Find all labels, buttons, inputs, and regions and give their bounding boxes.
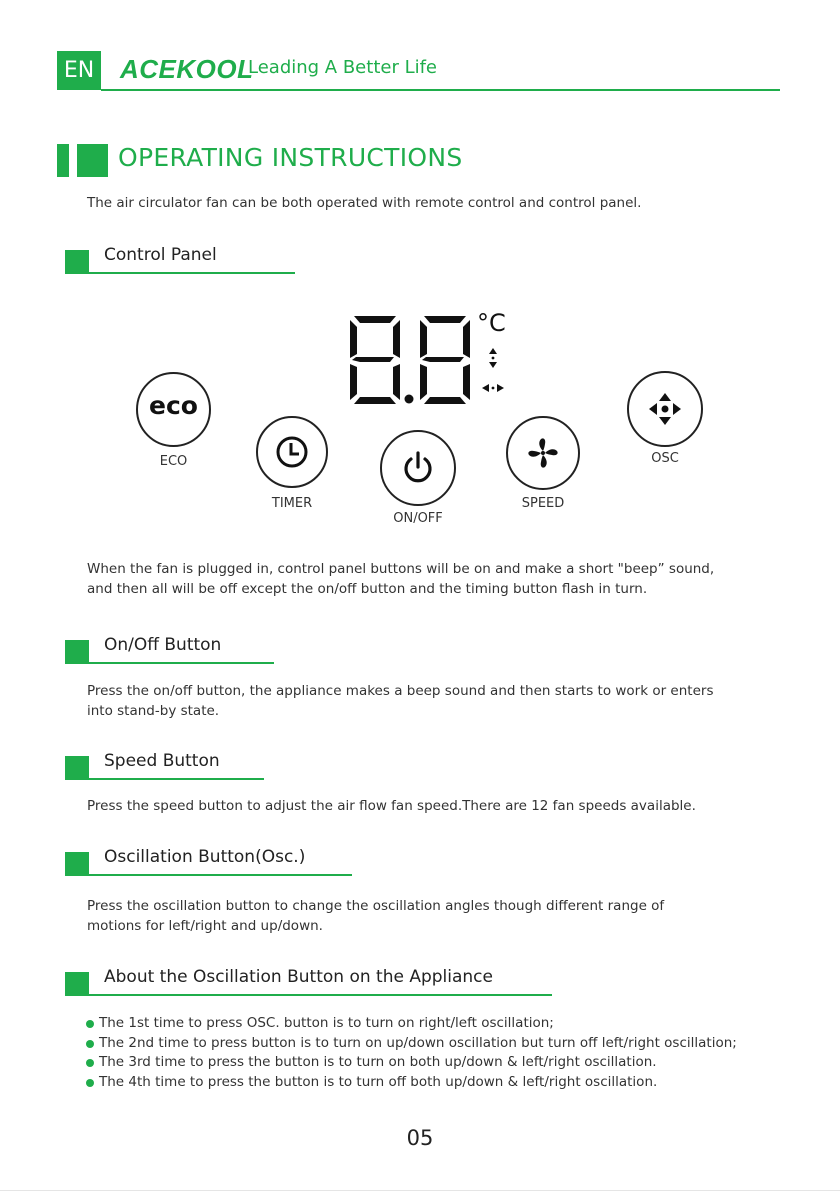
description-line: Press the on/off button, the appliance makes a beep sound and then starts to work or enters — [87, 683, 714, 699]
section-heading-control-panel: Control Panel — [104, 245, 217, 265]
up-down-arrows-icon — [484, 346, 502, 370]
section-underline — [89, 874, 352, 876]
brand-logo: ACEKOOL — [120, 54, 254, 84]
section-heading-about-oscillation: About the Oscillation Button on the Appliance — [104, 967, 493, 987]
section-underline — [89, 778, 264, 780]
page-title: OPERATING INSTRUCTIONS — [118, 143, 463, 172]
list-item: The 1st time to press OSC. button is to turn on right/left oscillation; — [86, 1014, 737, 1034]
speed-label: SPEED — [521, 496, 565, 511]
fan-icon — [524, 434, 562, 472]
section-marker — [65, 972, 89, 996]
speed-description: Press the speed button to adjust the air flow fan speed.There are 12 fan speeds available. — [87, 798, 696, 814]
description-line: and then all will be off except the on/off button and the timing button flash in turn. — [87, 581, 648, 597]
section-marker — [65, 756, 89, 780]
page-number: 05 — [406, 1126, 434, 1150]
list-item: The 3rd time to press the button is to turn on both up/down & left/right oscillation. — [86, 1053, 737, 1073]
list-item: The 4th time to press the button is to turn off both up/down & left/right oscillation. — [86, 1073, 737, 1093]
section-underline — [89, 272, 295, 274]
clock-icon — [274, 434, 310, 470]
power-button[interactable] — [380, 430, 456, 506]
osc-label: OSC — [651, 451, 679, 466]
osc-button[interactable] — [627, 371, 703, 447]
eco-label: ECO — [159, 454, 188, 469]
eco-button[interactable] — [136, 372, 211, 447]
section-heading-oscillation: Oscillation Button(Osc.) — [104, 847, 306, 867]
oscillation-steps-list — [86, 1014, 737, 1092]
brand-tagline: Leading A Better Life — [248, 57, 438, 78]
timer-button[interactable] — [256, 416, 328, 488]
left-right-arrows-icon — [480, 380, 506, 396]
section-marker — [65, 852, 89, 876]
section-marker — [65, 250, 89, 274]
intro-text: The air circulator fan can be both operated with remote control and control panel. — [87, 195, 642, 211]
title-accent-block — [77, 144, 108, 177]
onoff-description — [87, 681, 713, 721]
section-heading-onoff: On/Off Button — [104, 635, 222, 655]
description-line: motions for left/right and up/down. — [87, 918, 323, 934]
eco-icon: eco — [149, 391, 198, 420]
section-underline — [89, 662, 274, 664]
oscillation-description — [87, 896, 664, 936]
header-divider — [101, 89, 780, 91]
description-line: into stand-by state. — [87, 703, 220, 719]
four-way-arrows-icon — [646, 390, 684, 428]
timer-label: TIMER — [271, 496, 313, 511]
power-icon — [400, 450, 436, 486]
section-marker — [65, 640, 89, 664]
description-line: When the fan is plugged in, control panel buttons will be on and make a short "beep” sound, — [87, 561, 715, 577]
control-panel-description — [87, 559, 714, 599]
section-heading-speed: Speed Button — [104, 751, 220, 771]
description-line: Press the oscillation button to change the oscillation angles though different range of — [87, 898, 665, 914]
page-bottom-border — [0, 1190, 840, 1191]
onoff-label: ON/OFF — [393, 511, 443, 526]
temperature-unit: °C — [477, 309, 506, 337]
speed-button[interactable] — [506, 416, 580, 490]
section-underline — [89, 994, 552, 996]
list-item: The 2nd time to press button is to turn on up/down oscillation but turn off left/right oscillation; — [86, 1034, 737, 1054]
language-badge: EN — [57, 51, 101, 90]
title-accent-bar — [57, 144, 69, 177]
